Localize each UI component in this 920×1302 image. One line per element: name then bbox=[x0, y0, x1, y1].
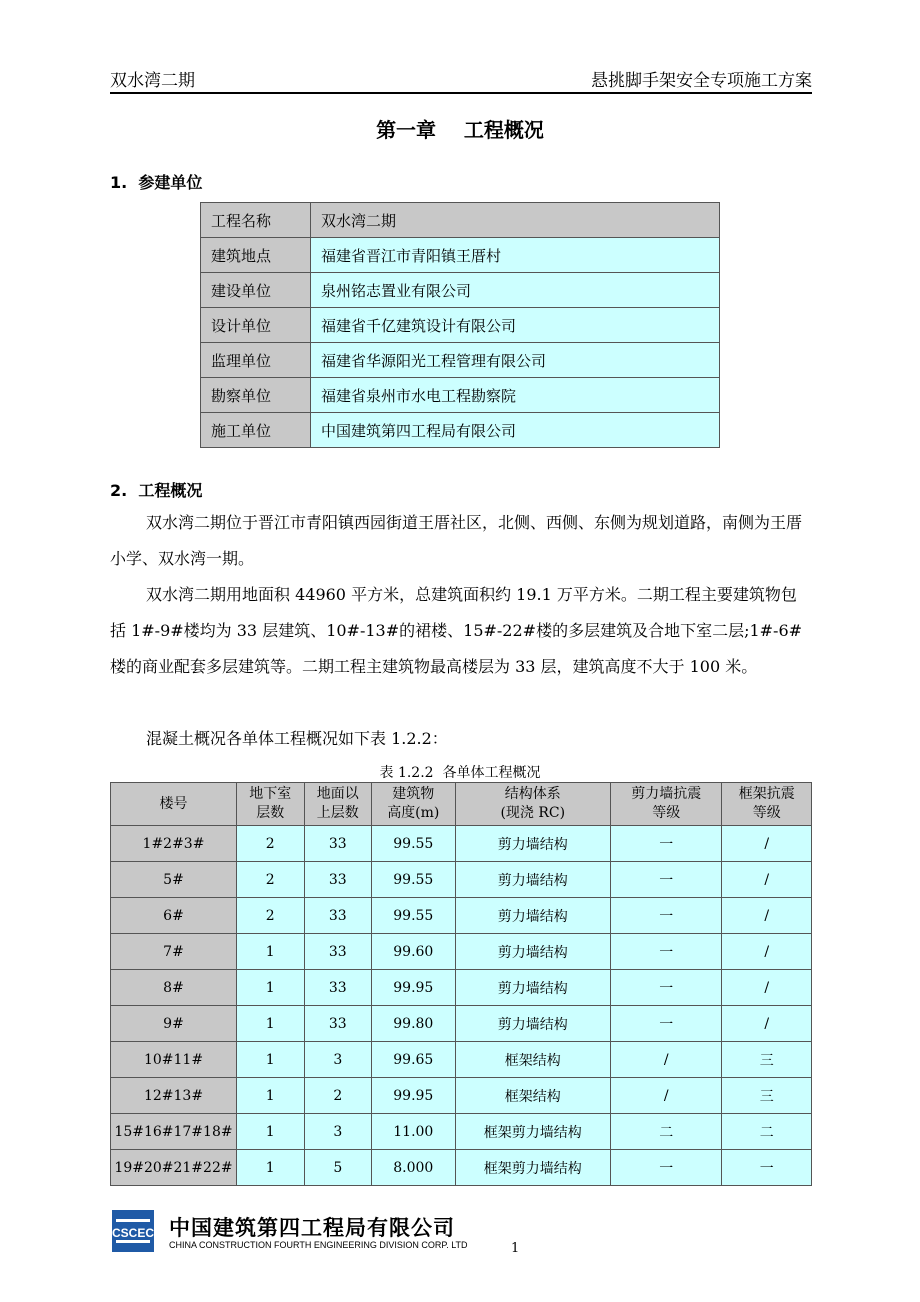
table-cell: / bbox=[722, 898, 812, 934]
column-header-line: 剪力墙抗震 bbox=[631, 786, 702, 802]
participant-role: 工程名称 bbox=[201, 203, 311, 238]
table-cell: 1 bbox=[237, 970, 305, 1006]
building-overview-table bbox=[110, 782, 812, 1186]
section-heading-overview: 2. 工程概况 bbox=[110, 481, 203, 500]
participant-organization: 泉州铭志置业有限公司 bbox=[311, 273, 720, 308]
participant-organization: 福建省晋江市青阳镇王厝村 bbox=[311, 238, 720, 273]
overview-paragraph-3 bbox=[110, 721, 812, 757]
table-cell: / bbox=[611, 1078, 722, 1114]
company-name-cn: 中国建筑第四工程局有限公司 bbox=[169, 1216, 455, 1240]
column-header bbox=[611, 783, 722, 826]
table-cell: 2 bbox=[237, 862, 305, 898]
participant-row bbox=[201, 378, 720, 413]
table-cell: 99.55 bbox=[372, 862, 456, 898]
table-cell: 三 bbox=[722, 1042, 812, 1078]
table-cell: 一 bbox=[722, 1150, 812, 1186]
table-cell: 33 bbox=[304, 1006, 372, 1042]
column-header bbox=[111, 783, 237, 826]
table-cell: 2 bbox=[237, 898, 305, 934]
table-cell: / bbox=[722, 1006, 812, 1042]
page-number: 1 bbox=[511, 1241, 520, 1256]
building-number-cell: 9# bbox=[111, 1006, 237, 1042]
table-cell: 1 bbox=[237, 934, 305, 970]
table-cell: 99.65 bbox=[372, 1042, 456, 1078]
column-header-line: 等级 bbox=[652, 805, 681, 821]
cscec-logo-icon bbox=[112, 1210, 154, 1252]
building-number-cell: 5# bbox=[111, 862, 237, 898]
building-number-cell: 7# bbox=[111, 934, 237, 970]
table-cell: 1 bbox=[237, 1078, 305, 1114]
table-cell: 剪力墙结构 bbox=[455, 1006, 610, 1042]
header-document-title: 悬挑脚手架安全专项施工方案 bbox=[591, 71, 812, 91]
table-row bbox=[111, 934, 812, 970]
table-row bbox=[111, 826, 812, 862]
table-cell: 2 bbox=[237, 826, 305, 862]
table-cell: 一 bbox=[611, 934, 722, 970]
column-header bbox=[372, 783, 456, 826]
table-row bbox=[111, 1078, 812, 1114]
participant-organization: 福建省泉州市水电工程勘察院 bbox=[311, 378, 720, 413]
table-cell: 剪力墙结构 bbox=[455, 826, 610, 862]
building-number-cell: 8# bbox=[111, 970, 237, 1006]
column-header-line: 高度(m) bbox=[387, 805, 440, 821]
participant-row bbox=[201, 343, 720, 378]
table-row bbox=[111, 1042, 812, 1078]
table-cell: 一 bbox=[611, 1006, 722, 1042]
table-cell: 99.95 bbox=[372, 970, 456, 1006]
participant-role: 施工单位 bbox=[201, 413, 311, 448]
column-header-line: 结构体系 bbox=[504, 786, 561, 802]
column-header bbox=[455, 783, 610, 826]
column-header-line: 建筑物 bbox=[392, 786, 435, 802]
table-cell: 剪力墙结构 bbox=[455, 970, 610, 1006]
paragraph-text: 混凝土概况各单体工程概况如下表 1.2.2： bbox=[146, 729, 448, 748]
table-cell: 1 bbox=[237, 1150, 305, 1186]
table-row bbox=[111, 1150, 812, 1186]
table-cell: 剪力墙结构 bbox=[455, 898, 610, 934]
table-row bbox=[111, 1114, 812, 1150]
table-cell: 二 bbox=[722, 1114, 812, 1150]
table-cell: 一 bbox=[611, 826, 722, 862]
table-caption: 表 1.2.2 各单体工程概况 bbox=[379, 765, 541, 781]
table-row bbox=[111, 1006, 812, 1042]
participant-row bbox=[201, 238, 720, 273]
participant-role: 设计单位 bbox=[201, 308, 311, 343]
paragraph-text: 双水湾二期用地面积 44960 平方米，总建筑面积约 19.1 万平方米。二期工程主要建筑物包括 1#-9#楼均为 33 层建筑、10#-13#的裙楼、15#-22#楼的多层建筑及合地下室二层;1#-6#楼的商业配套多层建筑等。二期工程主建筑物最高楼层为 33 层，建筑高度不大于 100 米。 bbox=[110, 585, 803, 676]
table-cell: / bbox=[722, 970, 812, 1006]
table-cell: 33 bbox=[304, 826, 372, 862]
table-cell: / bbox=[722, 934, 812, 970]
table-cell: 33 bbox=[304, 898, 372, 934]
participant-row bbox=[201, 203, 720, 238]
participant-organization: 福建省华源阳光工程管理有限公司 bbox=[311, 343, 720, 378]
table-cell: 剪力墙结构 bbox=[455, 862, 610, 898]
column-header-line: 等级 bbox=[752, 805, 781, 821]
svg-text:CSCEC: CSCEC bbox=[112, 1226, 154, 1240]
participant-role: 建筑地点 bbox=[201, 238, 311, 273]
table-cell: 一 bbox=[611, 898, 722, 934]
table-cell: 1 bbox=[237, 1114, 305, 1150]
table-cell: 8.000 bbox=[372, 1150, 456, 1186]
building-number-cell: 6# bbox=[111, 898, 237, 934]
table-cell: 5 bbox=[304, 1150, 372, 1186]
participant-row bbox=[201, 273, 720, 308]
participant-organization: 中国建筑第四工程局有限公司 bbox=[311, 413, 720, 448]
table-cell: 3 bbox=[304, 1042, 372, 1078]
table-cell: 框架剪力墙结构 bbox=[455, 1114, 610, 1150]
table-row bbox=[111, 862, 812, 898]
table-cell: 一 bbox=[611, 1150, 722, 1186]
table-row bbox=[111, 970, 812, 1006]
table-cell: 二 bbox=[611, 1114, 722, 1150]
column-header-line: 层数 bbox=[256, 805, 285, 821]
participant-row bbox=[201, 413, 720, 448]
table-cell: 框架结构 bbox=[455, 1042, 610, 1078]
table-cell: 1 bbox=[237, 1042, 305, 1078]
table-cell: 2 bbox=[304, 1078, 372, 1114]
overview-paragraph-2 bbox=[110, 577, 812, 685]
participant-row bbox=[201, 308, 720, 343]
table-cell: 99.55 bbox=[372, 898, 456, 934]
table-cell: / bbox=[611, 1042, 722, 1078]
table-cell: / bbox=[722, 862, 812, 898]
page-header bbox=[110, 62, 812, 94]
building-number-cell: 12#13# bbox=[111, 1078, 237, 1114]
building-number-cell: 15#16#17#18# bbox=[111, 1114, 237, 1150]
participant-role: 建设单位 bbox=[201, 273, 311, 308]
table-cell: 剪力墙结构 bbox=[455, 934, 610, 970]
column-header-line: (现浇 RC) bbox=[500, 805, 566, 821]
column-header-line: 楼号 bbox=[159, 795, 188, 812]
column-header-line: 上层数 bbox=[316, 805, 359, 821]
table-cell: 框架结构 bbox=[455, 1078, 610, 1114]
table-cell: 33 bbox=[304, 934, 372, 970]
table-cell: 3 bbox=[304, 1114, 372, 1150]
column-header-line: 地面以 bbox=[316, 786, 359, 802]
paragraph-text: 双水湾二期位于晋江市青阳镇西园街道王厝社区，北侧、西侧、东侧为规划道路，南侧为王厝小学、双水湾一期。 bbox=[110, 513, 803, 568]
table-cell: 99.95 bbox=[372, 1078, 456, 1114]
table-cell: 33 bbox=[304, 970, 372, 1006]
building-number-cell: 19#20#21#22# bbox=[111, 1150, 237, 1186]
table-cell: / bbox=[722, 826, 812, 862]
building-number-cell: 1#2#3# bbox=[111, 826, 237, 862]
table-cell: 框架剪力墙结构 bbox=[455, 1150, 610, 1186]
column-header-line: 框架抗震 bbox=[738, 786, 795, 802]
participant-organization: 双水湾二期 bbox=[311, 203, 720, 238]
table-cell: 一 bbox=[611, 862, 722, 898]
header-project-name: 双水湾二期 bbox=[110, 71, 195, 91]
table-cell: 1 bbox=[237, 1006, 305, 1042]
column-header-line: 地下室 bbox=[249, 786, 292, 802]
table-row bbox=[111, 898, 812, 934]
column-header bbox=[722, 783, 812, 826]
table-cell: 99.80 bbox=[372, 1006, 456, 1042]
participant-role: 勘察单位 bbox=[201, 378, 311, 413]
participants-table bbox=[200, 202, 720, 448]
table-cell: 33 bbox=[304, 862, 372, 898]
table-cell: 三 bbox=[722, 1078, 812, 1114]
table-cell: 一 bbox=[611, 970, 722, 1006]
overview-paragraph-1 bbox=[110, 505, 812, 577]
table-cell: 99.60 bbox=[372, 934, 456, 970]
participant-organization: 福建省千亿建筑设计有限公司 bbox=[311, 308, 720, 343]
participant-role: 监理单位 bbox=[201, 343, 311, 378]
building-number-cell: 10#11# bbox=[111, 1042, 237, 1078]
table-cell: 99.55 bbox=[372, 826, 456, 862]
chapter-title: 第一章 工程概况 bbox=[376, 118, 544, 142]
table-cell: 11.00 bbox=[372, 1114, 456, 1150]
company-name-en: CHINA CONSTRUCTION FOURTH ENGINEERING DIVISION CORP. LTD bbox=[169, 1240, 468, 1250]
column-header bbox=[304, 783, 372, 826]
column-header bbox=[237, 783, 305, 826]
section-heading-participants: 1. 参建单位 bbox=[110, 173, 203, 192]
